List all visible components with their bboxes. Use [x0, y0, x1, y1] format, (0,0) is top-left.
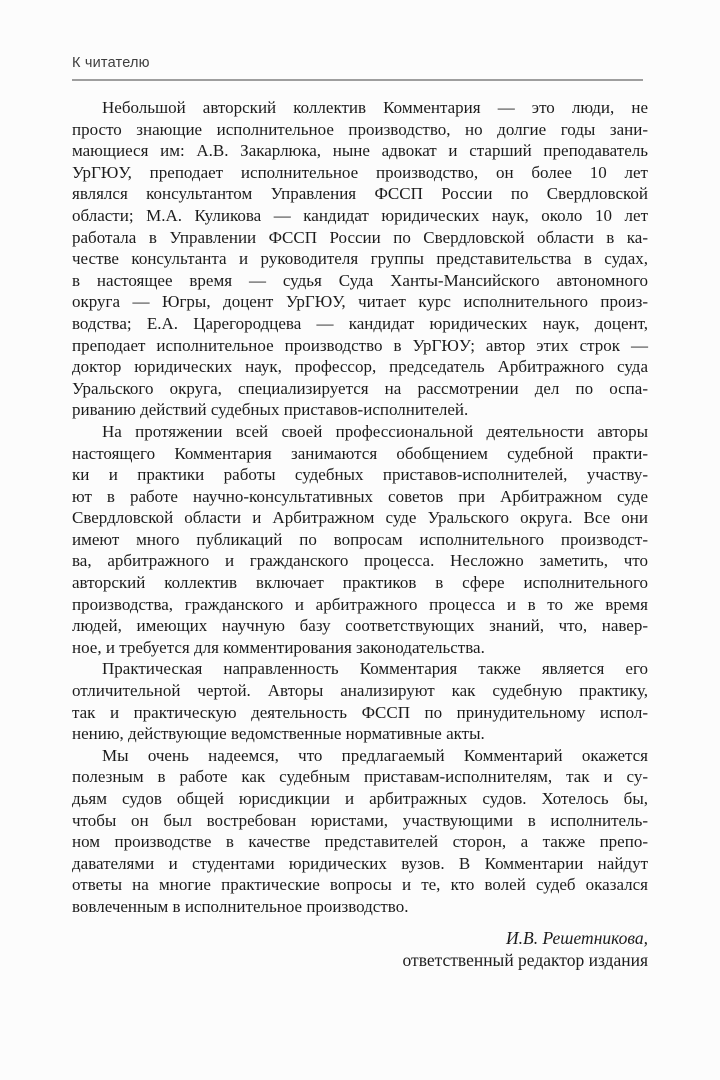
paragraph: [72, 97, 648, 421]
text-line: Небольшой авторский коллектив Комментария — это люди, не: [102, 98, 648, 117]
header-rule: [72, 79, 643, 81]
text-line: просто знающие исполнительное производство, но долгие годы зани-: [72, 119, 648, 139]
paragraph: [72, 745, 648, 918]
text-line: настоящего Комментария занимаются обобщением судебной практи-: [72, 443, 648, 463]
text-line: чтобы он был востребован юристами, участвующими в исполнитель-: [72, 810, 648, 830]
text-line: ное, и требуется для комментирования законодательства.: [72, 637, 485, 657]
text-line: преподает исполнительное производство в УрГЮУ; автор этих строк —: [72, 335, 648, 355]
body-text: [72, 97, 648, 918]
text-line: полезным в работе как судебным приставам-исполнителям, так и су-: [72, 767, 648, 787]
signature-role: ответственный редактор издания: [402, 950, 648, 970]
text-line: ном производстве в качестве представителей сторон, а также препо-: [72, 832, 648, 852]
text-line: работала в Управлении ФССП России по Свердловской области в ка-: [72, 227, 648, 247]
text-line: Уральского округа, специализируется на рассмотрении дел по оспа-: [72, 378, 648, 398]
text-line: вовлеченным в исполнительное производство.: [72, 896, 409, 916]
signature-name: И.В. Решетникова,: [506, 928, 648, 948]
text-line: доктор юридических наук, профессор, председатель Арбитражного суда: [72, 357, 648, 377]
signature-block: [72, 927, 648, 972]
text-line: имеют много публикаций по вопросам исполнительного производст-: [72, 529, 648, 549]
text-line: Мы очень надеемся, что предлагаемый Комментарий окажется: [102, 745, 648, 765]
text-line: отличительной чертой. Авторы анализируют как судебную практику,: [72, 681, 648, 701]
paragraph: [72, 658, 648, 744]
text-line: мающиеся им: А.В. Закарлюка, ныне адвокат и старший преподаватель: [72, 141, 648, 161]
text-line: округа — Югры, доцент УрГЮУ, читает курс исполнительного произ-: [72, 292, 648, 312]
text-line: области; М.А. Куликова — кандидат юридических наук, около 10 лет: [72, 205, 648, 225]
text-line: нению, действующие ведомственные нормативные акты.: [72, 724, 485, 744]
text-line: честве консультанта и руководителя группы представительства в судах,: [72, 249, 648, 269]
text-line: являлся консультантом Управления ФССП России по Свердловской: [72, 184, 648, 204]
text-line: давателями и студентами юридических вузов. В Комментарии найдут: [72, 853, 648, 873]
paragraph: [72, 421, 648, 659]
text-line: Практическая направленность Комментария также является его: [102, 659, 648, 679]
running-header: К читателю: [72, 55, 150, 71]
text-line: риванию действий судебных приставов-исполнителей.: [72, 400, 469, 420]
text-line: На протяжении всей своей профессиональной деятельности авторы: [102, 421, 648, 441]
text-line: ва, арбитражного и гражданского процесса. Несложно заметить, что: [72, 551, 648, 571]
text-line: ют в работе научно-консультативных советов при Арбитражном суде: [72, 486, 648, 506]
text-line: авторский коллектив включает практиков в сфере исполнительного: [72, 573, 648, 593]
text-line: водства; Е.А. Царегородцева — кандидат юридических наук, доцент,: [72, 313, 648, 333]
text-line: Свердловской области и Арбитражном суде Уральского округа. Все они: [72, 508, 648, 528]
text-line: в настоящее время — судья Суда Ханты-Мансийского автономного: [72, 270, 648, 290]
text-line: производства, гражданского и арбитражного процесса и в то же время: [72, 594, 648, 614]
text-line: УрГЮУ, преподает исполнительное производство, он более 10 лет: [72, 162, 648, 182]
text-line: ки и практики работы судебных приставов-исполнителей, участву-: [72, 465, 648, 485]
text-line: дьям судов общей юрисдикции и арбитражных судов. Хотелось бы,: [72, 789, 648, 808]
text-line: людей, имеющих научную базу соответствующих знаний, что, навер-: [72, 616, 648, 636]
text-line: так и практическую деятельность ФССП по принудительному испол-: [72, 702, 648, 722]
text-line: ответы на многие практические вопросы и те, кто волей судеб оказался: [72, 875, 648, 895]
